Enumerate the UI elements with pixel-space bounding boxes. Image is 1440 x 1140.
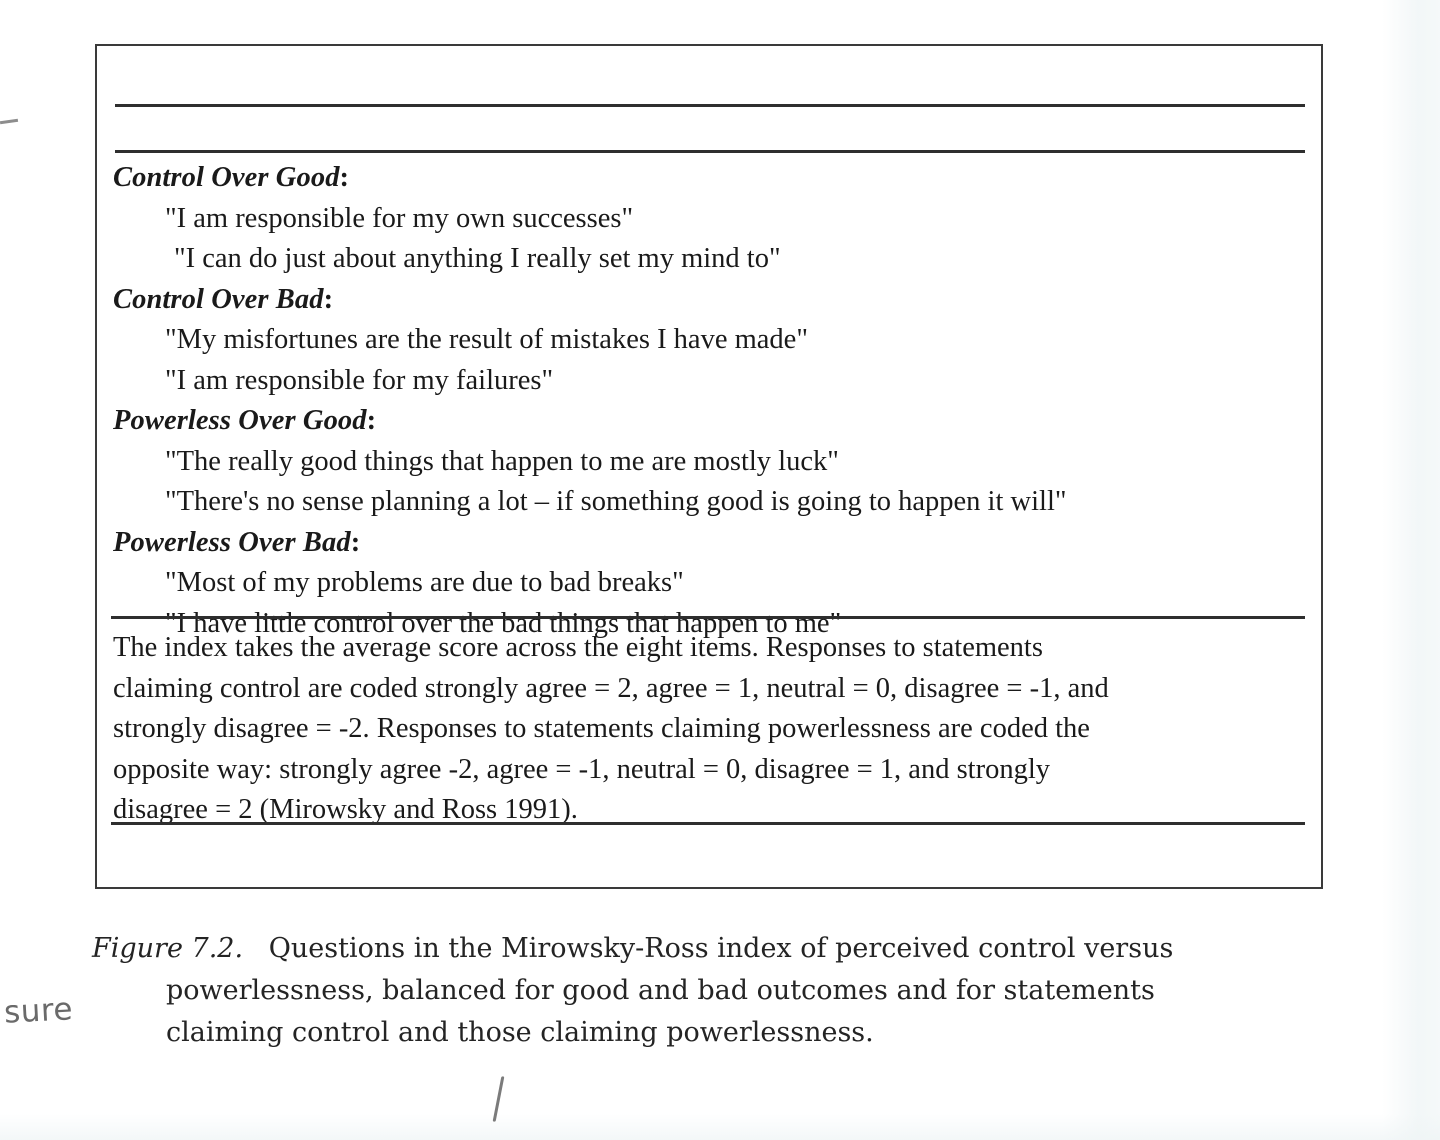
figure-caption [92,928,1332,1054]
heading-colon: : [339,162,350,193]
index-scoring-explanation [113,628,1298,831]
question-item: "I am responsible for my failures" [165,364,554,396]
table-rule-header [115,150,1305,153]
section-heading-powerless-over-good [113,401,1303,442]
heading-colon: : [323,283,334,315]
handwritten-pen-stroke [493,1076,505,1122]
scan-edge-bottom [0,1114,1440,1140]
explanation-line: strongly disagree = -2. Responses to statements claiming powerlessness are coded the [113,713,1090,744]
table-rule-bottom [111,822,1305,825]
section-heading-text: Control Over Bad [113,283,324,315]
table-rule-middle [111,616,1305,619]
section-heading-powerless-over-bad [113,523,1303,564]
section-heading-text: Powerless Over Bad [113,526,351,558]
scan-edge-right [1382,0,1440,1140]
figure-box [95,44,1323,889]
question-item: "I have little control over the bad things that happen to me" [165,607,842,639]
heading-colon: : [366,405,377,436]
table-rule-top [115,104,1305,107]
handwritten-margin-note: sure [3,991,74,1031]
question-item: "Most of my problems are due to bad breaks" [165,567,684,598]
caption-text: powerlessness, balanced for good and bad outcomes and for statements [166,975,1155,1006]
heading-colon: : [350,526,361,558]
explanation-line: disagree = 2 (Mirowsky and Ross 1991). [113,794,578,825]
section-heading-text: Powerless Over Good [113,405,367,436]
explanation-line: The index takes the average score across the eight items. Responses to statements [113,632,1043,663]
question-item: "I am responsible for my own successes" [165,202,634,234]
section-heading-control-over-good [113,158,1303,199]
section-heading-control-over-bad [113,280,1303,321]
question-item: "My misfortunes are the result of mistakes I have made" [165,324,808,355]
question-item: "There's no sense planning a lot – if something good is going to happen it will" [165,486,1067,517]
page-edge-mark [0,119,18,124]
explanation-line: opposite way: strongly agree -2, agree = -1, neutral = 0, disagree = 1, and strongly [113,753,1050,785]
question-item-list [113,158,1303,644]
caption-text: Questions in the Mirowsky-Ross index of perceived control versus [268,933,1174,964]
question-item: "I can do just about anything I really set my mind to" [174,243,781,274]
caption-first-line [92,928,1332,970]
question-item: "The really good things that happen to me are mostly luck" [165,445,839,477]
caption-text: claiming control and those claiming powerlessness. [166,1017,874,1048]
section-heading-text: Control Over Good [113,162,340,193]
caption-label: Figure 7.2. [92,933,244,964]
explanation-line: claiming control are coded strongly agree = 2, agree = 1, neutral = 0, disagree = -1, and [113,672,1109,704]
